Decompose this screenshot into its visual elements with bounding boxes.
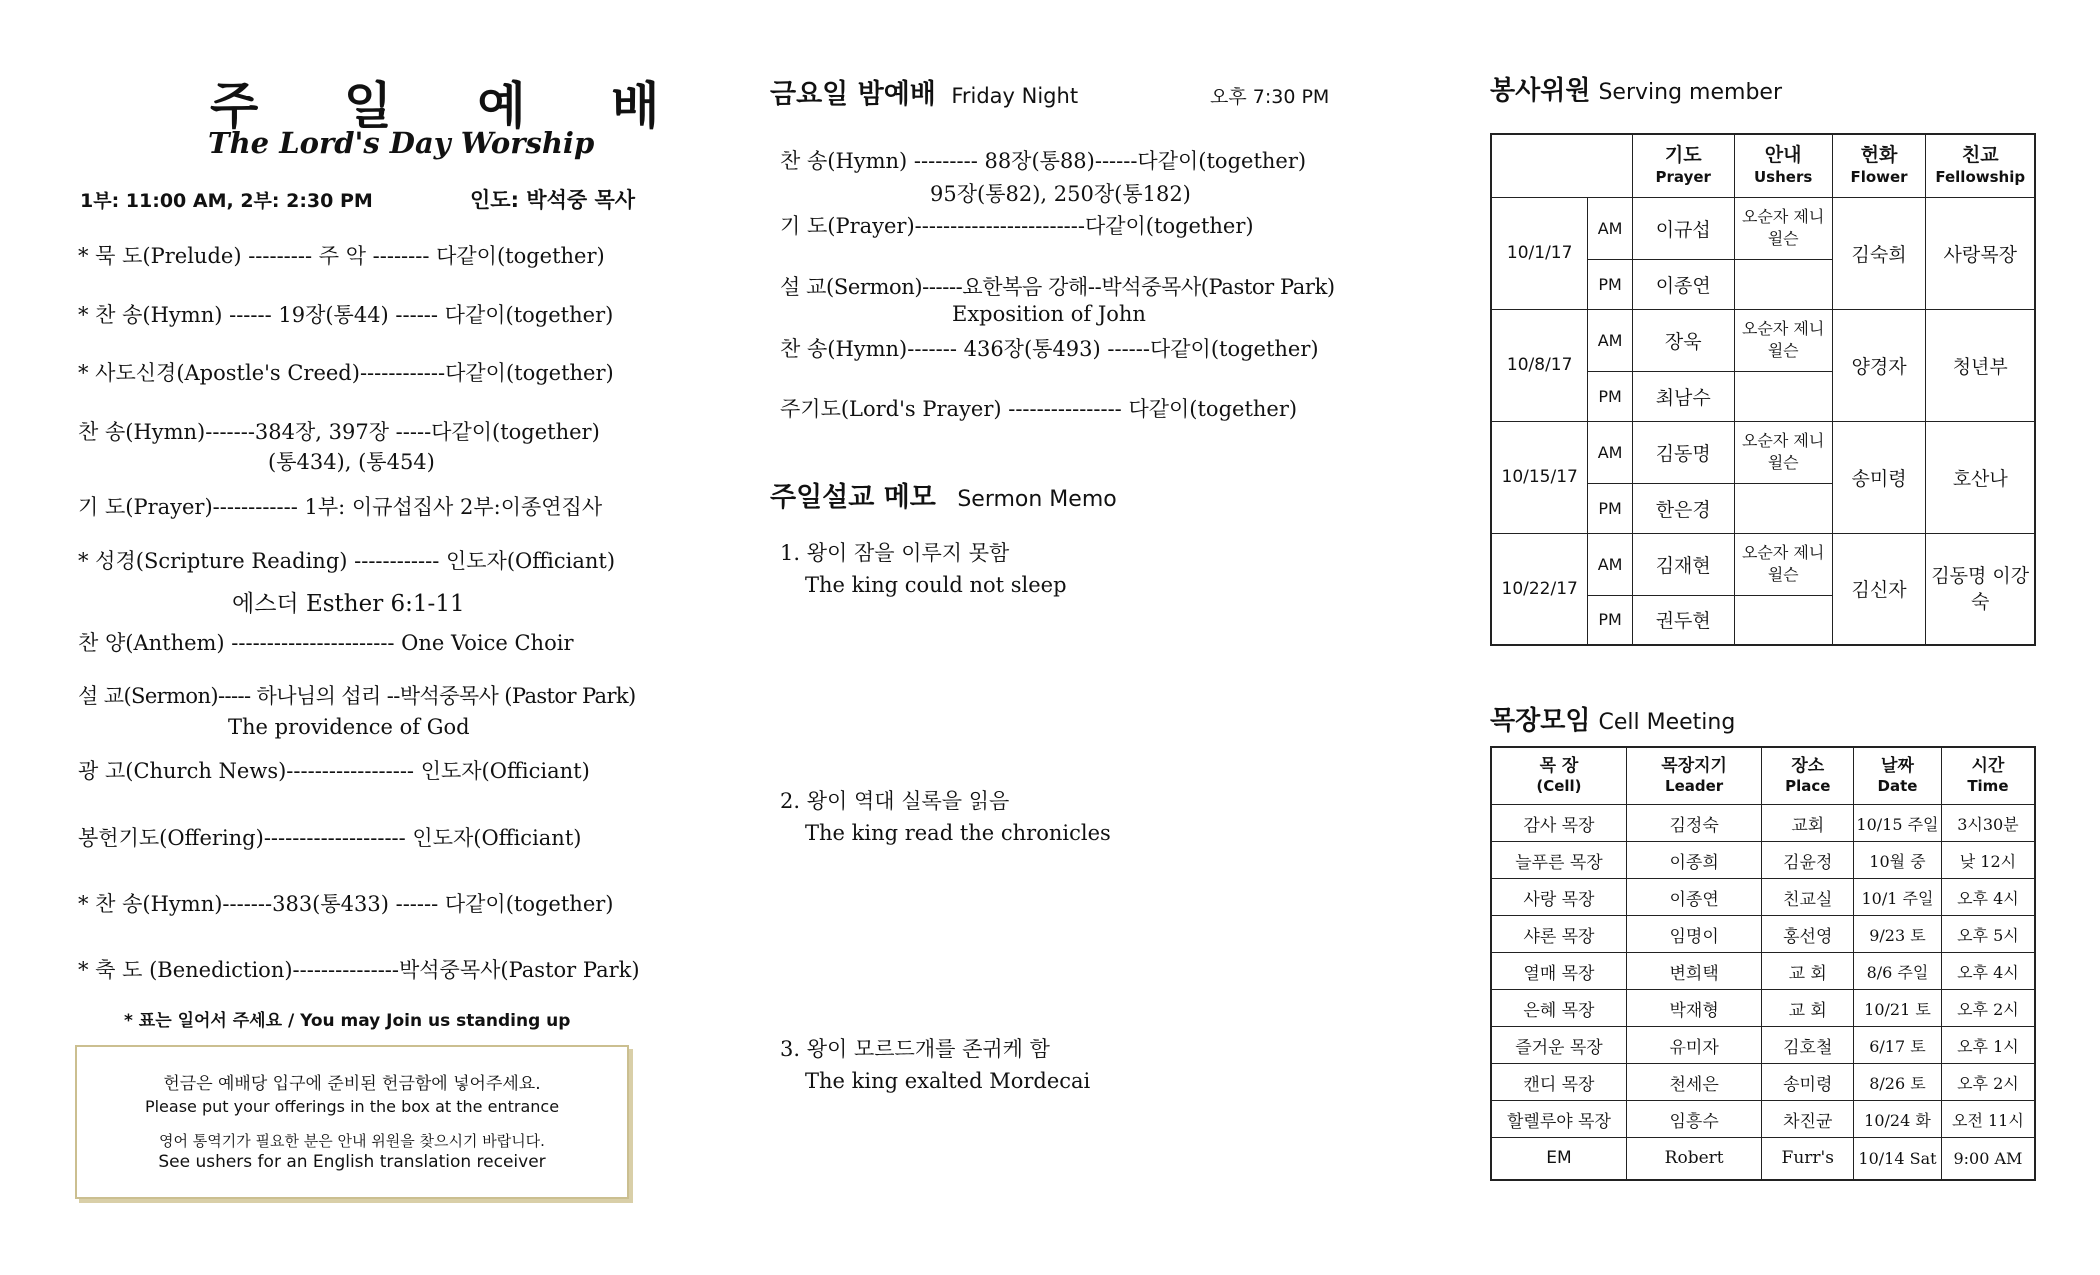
fellowship: 청년부 xyxy=(1926,309,2035,421)
serving-title-ko: 봉사위원 xyxy=(1490,76,1591,106)
header-leader-ko: 목장지기 xyxy=(1661,756,1727,776)
prayer-pm: 권두현 xyxy=(1632,595,1734,645)
order-item: * 찬 송(Hymn) ------ 19장(통44) ------ 다같이(together) xyxy=(78,303,614,327)
cell-name: 즐거운 목장 xyxy=(1491,1027,1626,1064)
prayer-am: 김동명 xyxy=(1632,421,1734,483)
order-item: 기 도(Prayer)------------ 1부: 이규섭집사 2부:이종연집사 xyxy=(78,495,603,519)
pm-label: PM xyxy=(1588,595,1632,645)
cell-time: 오후 5시 xyxy=(1941,916,2035,953)
header-prayer-en: Prayer xyxy=(1655,167,1711,186)
header-prayer xyxy=(1632,134,1734,197)
scripture-reference: 에스더 Esther 6:1-11 xyxy=(232,591,465,617)
memo-item-en: The king could not sleep xyxy=(805,573,1067,597)
cell-title xyxy=(1490,700,1735,737)
cell-leader: 이종연 xyxy=(1626,879,1761,916)
cell-date: 10/1 주일 xyxy=(1854,879,1942,916)
header-prayer-ko: 기도 xyxy=(1664,143,1702,166)
cell-name: 열매 목장 xyxy=(1491,953,1626,990)
cell-place: 친교실 xyxy=(1762,879,1854,916)
service-leader: 인도: 박석중 목사 xyxy=(470,188,636,212)
flower: 김신자 xyxy=(1832,533,1926,645)
memo-title-ko: 주일설교 메모 xyxy=(770,482,936,513)
cell-place: 김호철 xyxy=(1762,1027,1854,1064)
pm-label: PM xyxy=(1588,371,1632,421)
friday-title-en: Friday Night xyxy=(951,84,1079,108)
cell-place: 차진균 xyxy=(1762,1101,1854,1138)
table-row xyxy=(1491,990,2035,1027)
header-ushers xyxy=(1734,134,1832,197)
prayer-am: 장욱 xyxy=(1632,309,1734,371)
cell-leader: 천세은 xyxy=(1626,1064,1761,1101)
flower: 송미령 xyxy=(1832,421,1926,533)
serving-date: 10/8/17 xyxy=(1491,309,1588,421)
cell-leader: 변희택 xyxy=(1626,953,1761,990)
ushers: 오순자 제니윌슨 xyxy=(1734,421,1832,483)
table-row xyxy=(1491,309,2035,371)
header-leader xyxy=(1626,747,1761,805)
friday-order-item: 95장(통82), 250장(통182) xyxy=(930,182,1191,206)
prayer-pm: 이종연 xyxy=(1632,259,1734,309)
cell-leader: 유미자 xyxy=(1626,1027,1761,1064)
table-row xyxy=(1491,842,2035,879)
cell-name: 늘푸른 목장 xyxy=(1491,842,1626,879)
header-place xyxy=(1762,747,1854,805)
table-row xyxy=(1491,805,2035,842)
cell-leader: 김정숙 xyxy=(1626,805,1761,842)
prayer-am: 이규섭 xyxy=(1632,197,1734,259)
order-item: 찬 양(Anthem) ----------------------- One Voice Choir xyxy=(78,631,574,655)
cell-place: 김윤정 xyxy=(1762,842,1854,879)
am-label: AM xyxy=(1588,197,1632,259)
memo-item-en: The king exalted Mordecai xyxy=(805,1069,1091,1093)
page-title: 주 일 예 배 xyxy=(210,77,694,135)
friday-order-item: 기 도(Prayer)------------------------다같이(together) xyxy=(780,214,1254,238)
memo-item-en: The king read the chronicles xyxy=(805,821,1111,845)
memo-title-en: Sermon Memo xyxy=(957,487,1117,512)
friday-time: 오후 7:30 PM xyxy=(1210,86,1330,108)
memo-title xyxy=(770,475,1117,514)
cell-leader: 임흥수 xyxy=(1626,1101,1761,1138)
order-item: 찬 송(Hymn)-------384장, 397장 -----다같이(together) xyxy=(78,420,600,444)
sermon-title-en: The providence of God xyxy=(228,715,470,739)
order-item: 광 고(Church News)------------------ 인도자(Officiant) xyxy=(78,759,590,783)
cell-place: 송미령 xyxy=(1762,1064,1854,1101)
fellowship: 호산나 xyxy=(1926,421,2035,533)
cell-date: 10월 중 xyxy=(1854,842,1942,879)
header-time-en: Time xyxy=(1967,777,2009,795)
ushers-empty xyxy=(1734,371,1832,421)
cell-meeting-table xyxy=(1490,746,2036,1181)
header-time-ko: 시간 xyxy=(1971,756,2005,776)
serving-date: 10/15/17 xyxy=(1491,421,1588,533)
cell-time: 오후 4시 xyxy=(1941,953,2035,990)
table-row xyxy=(1491,421,2035,483)
cell-header-row xyxy=(1491,747,2035,805)
fellowship: 사랑목장 xyxy=(1926,197,2035,309)
ushers-empty xyxy=(1734,483,1832,533)
serving-title xyxy=(1490,70,1782,107)
header-cell-en: (Cell) xyxy=(1536,777,1582,795)
header-place-en: Place xyxy=(1785,777,1831,795)
cell-leader: 이종희 xyxy=(1626,842,1761,879)
offering-notice-box xyxy=(75,1045,629,1199)
service-times: 1부: 11:00 AM, 2부: 2:30 PM xyxy=(80,190,373,212)
cell-place: Furr's xyxy=(1762,1138,1854,1180)
offering-notice-en: Please put your offerings in the box at the entrance xyxy=(144,1097,560,1116)
ushers: 오순자 제니윌슨 xyxy=(1734,309,1832,371)
header-fellowship-ko: 친교 xyxy=(1961,143,1999,166)
translation-notice-ko: 영어 통역기가 필요한 분은 안내 위원을 찾으시기 바랍니다. xyxy=(159,1132,545,1150)
friday-order-item: 찬 송(Hymn)------- 436장(통493) ------다같이(together) xyxy=(780,337,1319,361)
cell-place: 홍선영 xyxy=(1762,916,1854,953)
fellowship: 김동명 이강숙 xyxy=(1926,533,2035,645)
table-row xyxy=(1491,197,2035,259)
cell-name: 사랑 목장 xyxy=(1491,879,1626,916)
header-date-en: Date xyxy=(1877,777,1918,795)
order-item: * 묵 도(Prelude) --------- 주 악 -------- 다같이(together) xyxy=(78,244,605,268)
page-subtitle: The Lord's Day Worship xyxy=(208,126,595,160)
cell-date: 10/14 Sat xyxy=(1854,1138,1942,1180)
cell-name: 은혜 목장 xyxy=(1491,990,1626,1027)
order-item: 봉헌기도(Offering)-------------------- 인도자(Officiant) xyxy=(78,826,582,850)
translation-notice-en: See ushers for an English translation receiver xyxy=(158,1152,546,1172)
cell-date: 8/6 주일 xyxy=(1854,953,1942,990)
table-row xyxy=(1491,1101,2035,1138)
cell-date: 9/23 토 xyxy=(1854,916,1942,953)
cell-name: 샤론 목장 xyxy=(1491,916,1626,953)
table-row xyxy=(1491,953,2035,990)
header-fellowship-en: Fellowship xyxy=(1935,167,2026,186)
memo-item-ko: 1. 왕이 잠을 이루지 못함 xyxy=(780,541,1010,565)
order-item: * 찬 송(Hymn)-------383(통433) ------ 다같이(together) xyxy=(78,892,614,916)
cell-time: 오후 4시 xyxy=(1941,879,2035,916)
cell-place: 교 회 xyxy=(1762,953,1854,990)
cell-name: EM xyxy=(1491,1138,1626,1180)
serving-header-blank xyxy=(1491,134,1632,197)
flower: 김숙희 xyxy=(1832,197,1926,309)
serving-table xyxy=(1490,133,2036,646)
cell-date: 10/15 주일 xyxy=(1854,805,1942,842)
cell-leader: Robert xyxy=(1626,1138,1761,1180)
standing-note: * 표는 일어서 주세요 / You may Join us standing up xyxy=(124,1011,571,1031)
order-item: * 축 도 (Benediction)---------------박석중목사(Pastor Park) xyxy=(78,958,640,982)
cell-time: 9:00 AM xyxy=(1941,1138,2035,1180)
cell-time: 오전 11시 xyxy=(1941,1101,2035,1138)
header-leader-en: Leader xyxy=(1665,777,1724,795)
header-date-ko: 날짜 xyxy=(1881,756,1914,776)
table-row xyxy=(1491,1064,2035,1101)
cell-date: 8/26 토 xyxy=(1854,1064,1942,1101)
table-row xyxy=(1491,879,2035,916)
order-item: * 사도신경(Apostle's Creed)------------다같이(together) xyxy=(78,361,614,385)
am-label: AM xyxy=(1588,533,1632,595)
prayer-pm: 최남수 xyxy=(1632,371,1734,421)
ushers: 오순자 제니윌슨 xyxy=(1734,533,1832,595)
cell-date: 10/21 토 xyxy=(1854,990,1942,1027)
order-item: 설 교(Sermon)----- 하나님의 섭리 --박석중목사 (Pastor Park) xyxy=(78,684,636,708)
friday-title-ko: 금요일 밤예배 xyxy=(770,79,936,110)
cell-place: 교회 xyxy=(1762,805,1854,842)
header-ushers-ko: 안내 xyxy=(1764,143,1802,166)
table-row xyxy=(1491,533,2035,595)
order-item: (통434), (통454) xyxy=(268,450,435,474)
cell-time: 오후 2시 xyxy=(1941,990,2035,1027)
memo-item-ko: 3. 왕이 모르드개를 존귀케 함 xyxy=(780,1037,1050,1061)
memo-item-ko: 2. 왕이 역대 실록을 읽음 xyxy=(780,789,1010,813)
header-time xyxy=(1941,747,2035,805)
header-ushers-en: Ushers xyxy=(1754,167,1813,186)
header-cell xyxy=(1491,747,1626,805)
flower: 양경자 xyxy=(1832,309,1926,421)
pm-label: PM xyxy=(1588,259,1632,309)
cell-name: 할렐루야 목장 xyxy=(1491,1101,1626,1138)
serving-header-row xyxy=(1491,134,2035,197)
table-row xyxy=(1491,916,2035,953)
cell-place: 교 회 xyxy=(1762,990,1854,1027)
header-flower-ko: 헌화 xyxy=(1860,143,1898,166)
cell-title-ko: 목장모임 xyxy=(1490,706,1591,736)
serving-date: 10/1/17 xyxy=(1491,197,1588,309)
table-row xyxy=(1491,1138,2035,1180)
cell-leader: 임명이 xyxy=(1626,916,1761,953)
header-date xyxy=(1854,747,1942,805)
cell-name: 캔디 목장 xyxy=(1491,1064,1626,1101)
serving-title-en: Serving member xyxy=(1598,80,1782,105)
am-label: AM xyxy=(1588,421,1632,483)
cell-time: 낮 12시 xyxy=(1941,842,2035,879)
cell-time: 오후 2시 xyxy=(1941,1064,2035,1101)
order-item: * 성경(Scripture Reading) ------------ 인도자(Officiant) xyxy=(78,549,616,573)
am-label: AM xyxy=(1588,309,1632,371)
offering-notice-ko: 헌금은 예배당 입구에 준비된 헌금함에 넣어주세요. xyxy=(163,1074,541,1094)
pm-label: PM xyxy=(1588,483,1632,533)
ushers-empty xyxy=(1734,259,1832,309)
prayer-am: 김재현 xyxy=(1632,533,1734,595)
ushers-empty xyxy=(1734,595,1832,645)
friday-title xyxy=(770,72,1078,111)
cell-title-en: Cell Meeting xyxy=(1598,710,1736,735)
cell-name: 감사 목장 xyxy=(1491,805,1626,842)
header-flower xyxy=(1832,134,1926,197)
friday-order-item: 주기도(Lord's Prayer) ---------------- 다같이(together) xyxy=(780,397,1298,421)
header-flower-en: Flower xyxy=(1850,167,1908,186)
ushers: 오순자 제니윌슨 xyxy=(1734,197,1832,259)
cell-date: 10/24 화 xyxy=(1854,1101,1942,1138)
serving-date: 10/22/17 xyxy=(1491,533,1588,645)
prayer-pm: 한은경 xyxy=(1632,483,1734,533)
table-row xyxy=(1491,1027,2035,1064)
cell-time: 3시30분 xyxy=(1941,805,2035,842)
header-place-ko: 장소 xyxy=(1791,756,1825,776)
header-cell-ko: 목 장 xyxy=(1539,756,1579,776)
cell-leader: 박재형 xyxy=(1626,990,1761,1027)
friday-order-item: 찬 송(Hymn) --------- 88장(통88)------다같이(together) xyxy=(780,149,1307,173)
cell-time: 오후 1시 xyxy=(1941,1027,2035,1064)
header-fellowship xyxy=(1926,134,2035,197)
friday-sermon-en: Exposition of John xyxy=(952,302,1146,326)
cell-date: 6/17 토 xyxy=(1854,1027,1942,1064)
cell-rows xyxy=(1491,805,2035,1180)
friday-order-item: 설 교(Sermon)------요한복음 강해--박석중목사(Pastor Park) xyxy=(780,275,1335,299)
